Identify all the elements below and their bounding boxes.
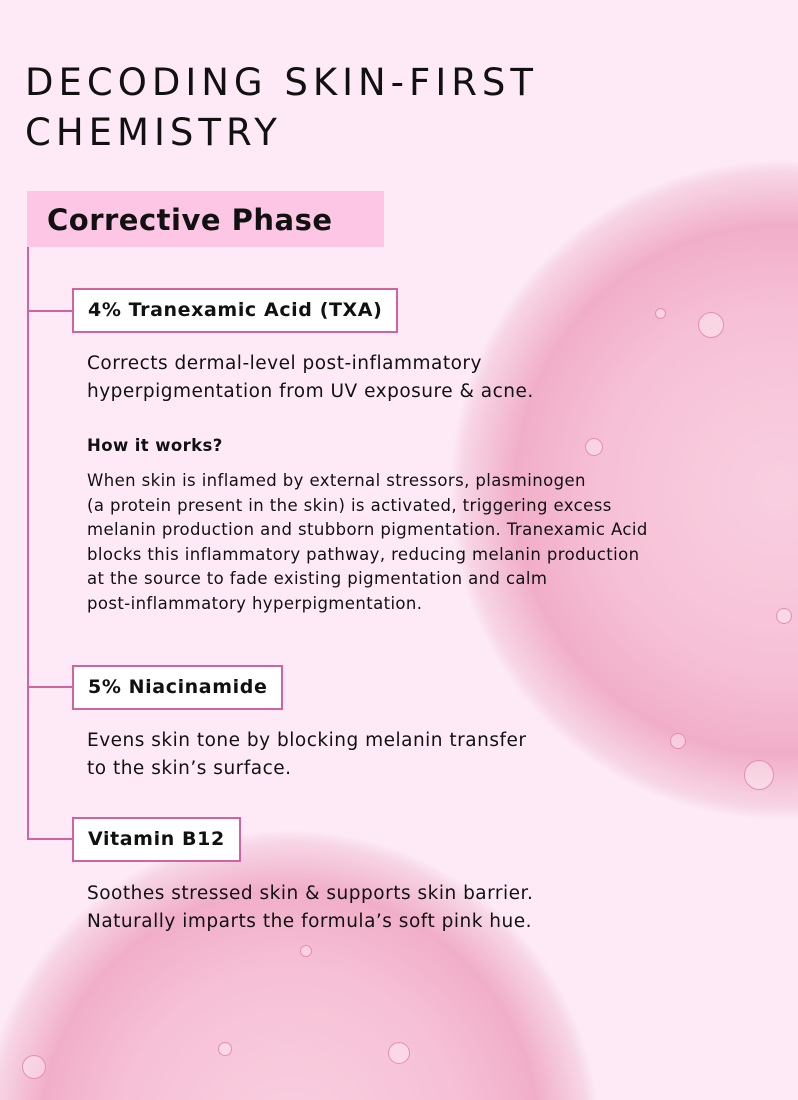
text-line: melanin production and stubborn pigmentation. Tranexamic Acid <box>87 520 648 539</box>
text-line: Evens skin tone by blocking melanin transfer <box>87 730 527 751</box>
connector <box>27 310 72 312</box>
bubble-dot <box>655 308 666 319</box>
bubble-dot <box>300 945 312 957</box>
ingredient-description <box>87 727 526 783</box>
connector <box>27 686 72 688</box>
text-line: Soothes stressed skin & supports skin barrier. <box>87 883 534 904</box>
bubble-dot <box>776 608 792 624</box>
text-line: hyperpigmentation from UV exposure & acne. <box>87 381 534 402</box>
phase-label: Corrective Phase <box>27 191 384 247</box>
ingredient-tag-b12: Vitamin B12 <box>72 817 241 862</box>
text-line: blocks this inflammatory pathway, reducing melanin production <box>87 544 640 564</box>
text-line: When skin is inflamed by external stressors, plasminogen <box>87 471 586 490</box>
ingredient-tag-txa: 4% Tranexamic Acid (TXA) <box>72 288 398 333</box>
how-it-works-heading: How it works? <box>87 436 223 455</box>
ingredient-description <box>87 880 533 936</box>
connector <box>27 838 72 840</box>
text-line: (a protein present in the skin) is activated, triggering excess <box>87 495 612 515</box>
bubble-dot <box>744 760 774 790</box>
title-line: CHEMISTRY <box>25 111 282 154</box>
title-line: DECODING SKIN-FIRST <box>25 61 539 104</box>
page-title <box>25 58 538 158</box>
text-line: Corrects dermal-level post-inflammatory <box>87 353 482 374</box>
bubble-dot <box>388 1042 410 1064</box>
bubble-dot <box>22 1055 46 1079</box>
text-line: Naturally imparts the formula’s soft pink hue. <box>87 911 532 932</box>
text-line: post-inflammatory hyperpigmentation. <box>87 593 423 613</box>
ingredient-tag-niacinamide: 5% Niacinamide <box>72 665 283 710</box>
bubble-dot <box>218 1042 232 1056</box>
bubble-dot <box>670 733 686 749</box>
bubble-dot <box>585 438 603 456</box>
ingredient-description <box>87 350 534 406</box>
text-line: to the skin’s surface. <box>87 758 292 779</box>
how-it-works-text <box>87 469 648 616</box>
bubble-dot <box>698 312 724 338</box>
timeline-line <box>27 247 29 839</box>
text-line: at the source to fade existing pigmentation and calm <box>87 569 548 588</box>
